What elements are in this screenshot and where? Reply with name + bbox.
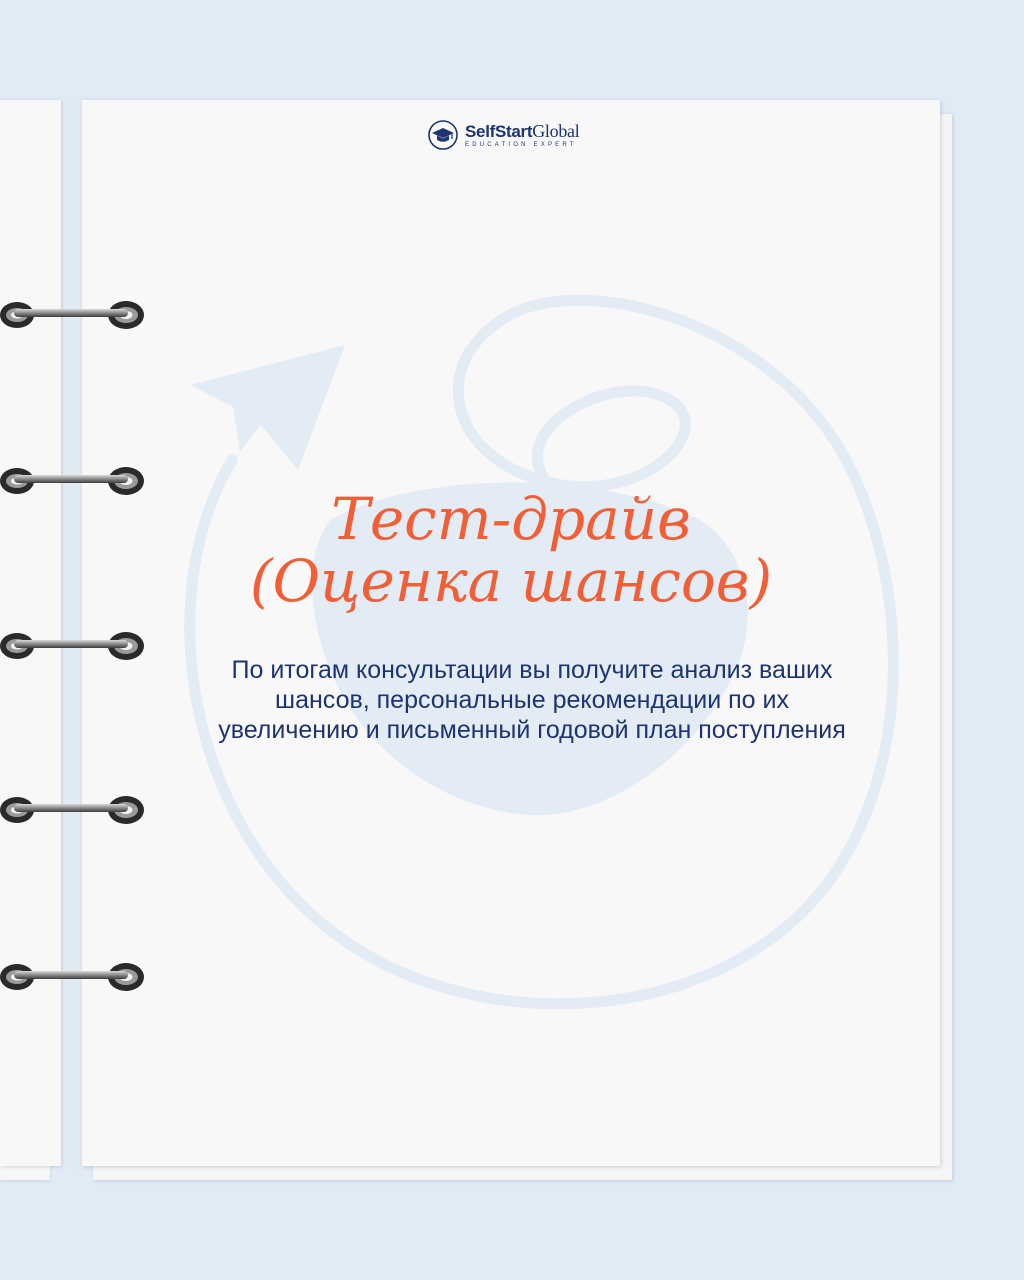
brand-name: SelfStartGlobal	[465, 121, 580, 141]
brand-tagline: EDUCATION EXPERT	[465, 142, 577, 148]
page-title	[82, 485, 940, 615]
graduation-cap-icon	[427, 119, 459, 151]
page-title-line1: Тест-драйв	[331, 485, 691, 553]
binder-ring	[0, 626, 150, 666]
brand-logo	[427, 119, 579, 151]
description-text: По итогам консультации вы получите анализ ваших шансов, персональные рекомендации по их увеличению и письменный годовой план поступления	[218, 656, 846, 744]
binder-ring	[0, 790, 150, 830]
page-title-line2: (Оценка шансов)	[249, 547, 773, 615]
binder-ring	[0, 957, 150, 997]
binder-ring	[0, 295, 150, 335]
binder-ring	[0, 461, 150, 501]
